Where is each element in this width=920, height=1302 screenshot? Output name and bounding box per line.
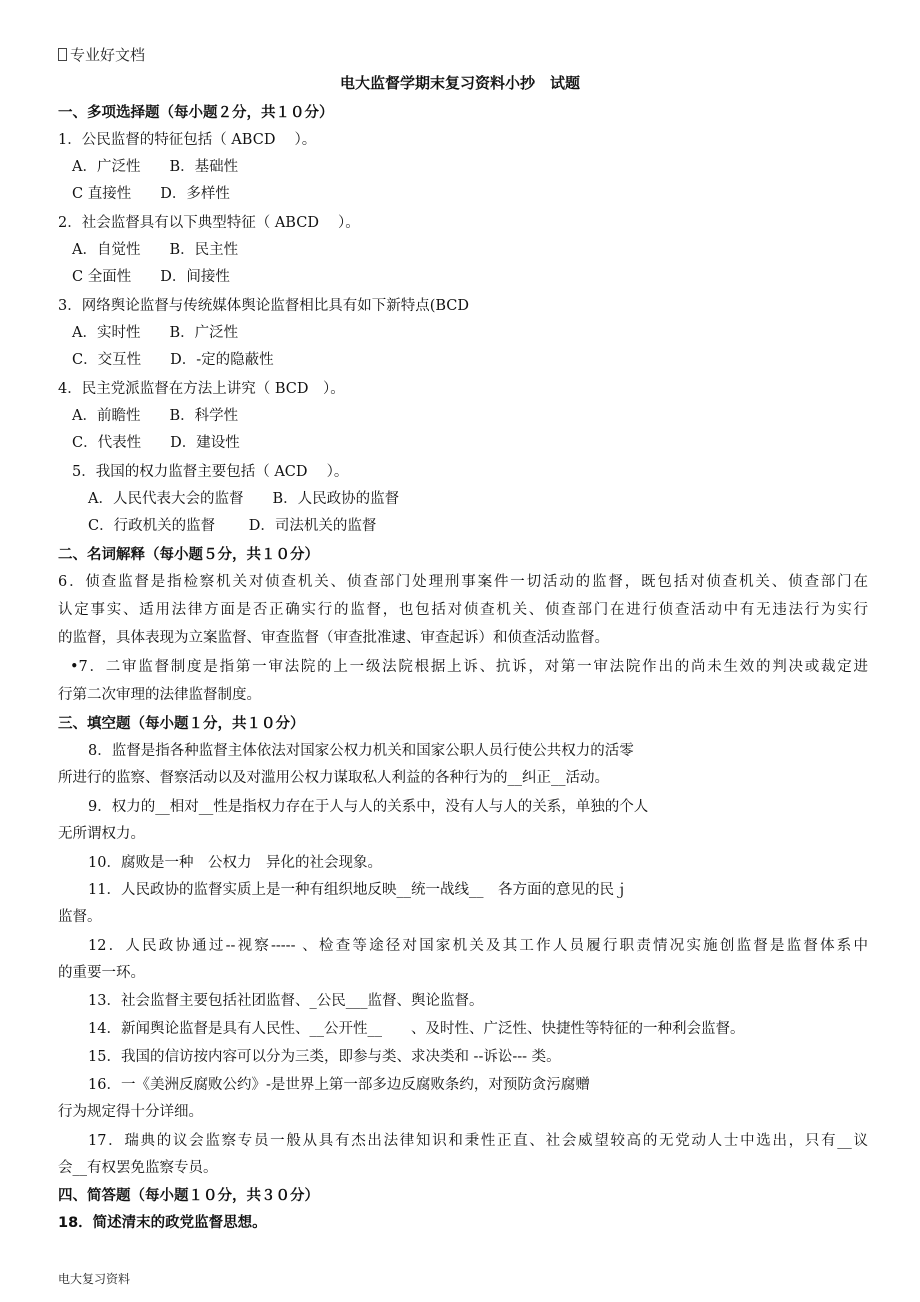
option-line: A．实时性 B．广泛性: [72, 325, 239, 341]
section-heading-term-explanation: 二、名词解释（每小题５分，共１０分）: [58, 547, 319, 563]
question-18: 18．简述清末的政党监督思想。: [58, 1215, 267, 1231]
question-8: 8．监督是指各种监督主体依法对国家公权力机关和国家公职人员行使公共权力的活零: [88, 743, 634, 759]
paragraph-line: 会__有权罢免监察专员。: [58, 1160, 218, 1176]
paragraph-line: •7．二审监督制度是指第一审法院的上一级法院根据上诉、抗诉，对第一审法院作出的尚未生效的判决或裁定进: [70, 659, 868, 675]
option-line: A．自觉性 B．民主性: [72, 242, 239, 258]
paragraph-line: 监督。: [58, 909, 102, 925]
question-5: 5．我国的权力监督主要包括（ ACD ）。: [72, 464, 349, 480]
option-line: C．行政机关的监督 D．司法机关的监督: [88, 518, 377, 534]
question-16: 16．一《美洲反腐败公约》-是世界上第一部多边反腐败条约，对预防贪污腐赠: [88, 1077, 590, 1093]
document-title: 电大监督学期末复习资料小抄 试题: [339, 74, 580, 92]
paragraph-line: 6．侦查监督是指检察机关对侦查机关、侦查部门处理刑事案件一切活动的监督，既包括对侦查机关、侦查部门在: [58, 574, 868, 590]
question-13: 13．社会监督主要包括社团监督、_公民___监督、舆论监督。: [88, 993, 484, 1009]
question-3: 3．网络舆论监督与传统媒体舆论监督相比具有如下新特点(BCD: [58, 298, 470, 314]
footer-label: 电大复习资料: [58, 1272, 131, 1286]
question-11: 11．人民政协的监督实质上是一种有组织地反映__统一战线__ 各方面的意见的民ｊ: [88, 882, 629, 898]
paragraph-line: 的重要一环。: [58, 965, 145, 981]
section-heading-multiple-choice: 一、多项选择题（每小题２分，共１０分）: [58, 105, 334, 121]
option-line: C 直接性 D．多样性: [72, 186, 230, 202]
question-17: 17．瑞典的议会监察专员一般从具有杰出法律知识和秉性正直、社会威望较高的无党动人士中选出，只有__议: [88, 1133, 868, 1149]
question-9: 9．权力的__相对__性是指权力存在于人与人的关系中，没有人与人的关系，单独的个人: [88, 799, 649, 815]
option-line: A．人民代表大会的监督 B．人民政协的监督: [88, 491, 400, 507]
option-line: C 全面性 D．间接性: [72, 269, 230, 285]
question-10: 10．腐败是一种 公权力 异化的社会现象。: [88, 855, 382, 871]
paragraph-line: 认定事实、适用法律方面是否正确实行的监督，也包括对侦查机关、侦查部门在进行侦查活动中有无违法行为实行: [58, 602, 868, 618]
paragraph-line: 所进行的监察、督察活动以及对滥用公权力谋取私人利益的各种行为的__纠正__活动。: [58, 770, 609, 786]
box-icon: [58, 48, 67, 61]
section-heading-fill-in: 三、填空题（每小题１分，共１０分）: [58, 716, 305, 732]
paragraph-line: 的监督，具体表现为立案监督、审查监督（审查批准逮、审查起诉）和侦查活动监督。: [58, 630, 609, 646]
paragraph-line: 行为规定得十分详细。: [58, 1104, 203, 1120]
header-label: 专业好文档: [58, 44, 145, 65]
section-heading-short-answer: 四、简答题（每小题１０分，共３０分）: [58, 1188, 319, 1204]
question-14: 14．新闻舆论监督是具有人民性、__公开性__ 、及时性、广泛性、快捷性等特征的一种利会监督。: [88, 1021, 745, 1037]
question-15: 15．我国的信访按内容可以分为三类，即参与类、求决类和 --诉讼--- 类。: [88, 1049, 561, 1065]
question-4: 4．民主党派监督在方法上讲究（ BCD ）。: [58, 381, 345, 397]
option-line: C．代表性 D．建设性: [72, 435, 240, 451]
question-2: 2．社会监督具有以下典型特征（ ABCD ）。: [58, 215, 360, 231]
option-line: A．前瞻性 B．科学性: [72, 408, 239, 424]
option-line: A．广泛性 B．基础性: [72, 159, 239, 175]
paragraph-line: 无所谓权力。: [58, 826, 145, 842]
paragraph-line: 行第二次审理的法律监督制度。: [58, 687, 261, 703]
question-12: 12．人民政协通过--视察----- 、检查等途径对国家机关及其工作人员履行职责情况实施创监督是监督体系中: [88, 938, 868, 954]
question-1: 1．公民监督的特征包括（ ABCD ）。: [58, 132, 317, 148]
option-line: C．交互性 D．-定的隐蔽性: [72, 352, 274, 368]
